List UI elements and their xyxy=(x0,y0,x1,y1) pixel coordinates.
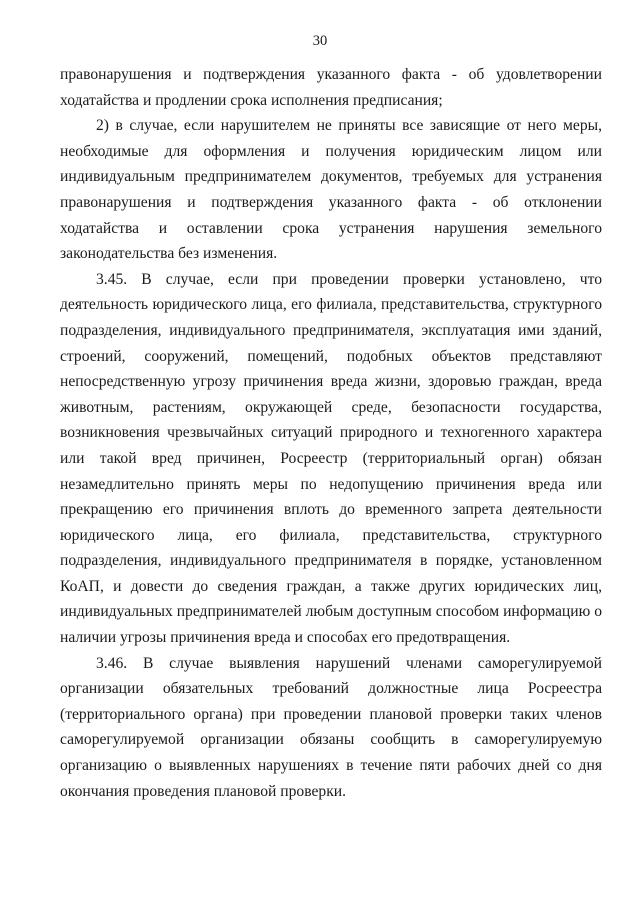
paragraph-continuation: правонарушения и подтверждения указанного факта - об удовлетворении ходатайства и продлении срока исполнения предписания; xyxy=(60,66,602,109)
page-number: 30 xyxy=(312,33,328,49)
paragraph-item-2: 2) в случае, если нарушителем не приняты все зависящие от него меры, необходимые для оформления и получения юридическим лицом или индивидуальным предпринимателем документов, требуемых для устранения правонарушения и подтверждения указанного факта - об отклонении ходатайства и оставлении срока устранения нарушения земельного законодательства без изменения. xyxy=(60,117,602,263)
document-body xyxy=(60,62,602,804)
paragraph-3-45: 3.45. В случае, если при проведении проверки установлено, что деятельность юридического лица, его филиала, представительства, структурного подразделения, индивидуального предпринимателя, эксплуатация ими зданий, строений, сооружений, помещений, подобных объектов представляют непосредственную угрозу причинения вреда жизни, здоровью граждан, вреда животным, растениям, окружающей среде, безопасности государства, возникновения чрезвычайных ситуаций природного и техногенного характера или такой вред причинен, Росреестр (территориальный орган) обязан незамедлительно принять меры по недопущению причинения вреда или прекращению его причинения вплоть до временного запрета деятельности юридического лица, его филиала, представительства, структурного подразделения, индивидуального предпринимателя в порядке, установленном КоАП, и довести до сведения граждан, а также других юридических лиц, индивидуальных предпринимателей любым доступным способом информацию о наличии угрозы причинения вреда и способах его предотвращения. xyxy=(60,270,602,647)
paragraph-3-46: 3.46. В случае выявления нарушений членами саморегулируемой организации обязательных требований должностные лица Росреестра (территориального органа) при проведении плановой проверки таких членов саморегулируемой организации обязаны сообщить в саморегулируемую организацию о выявленных нарушениях в течение пяти рабочих дней со дня окончания проведения плановой проверки. xyxy=(60,654,602,800)
